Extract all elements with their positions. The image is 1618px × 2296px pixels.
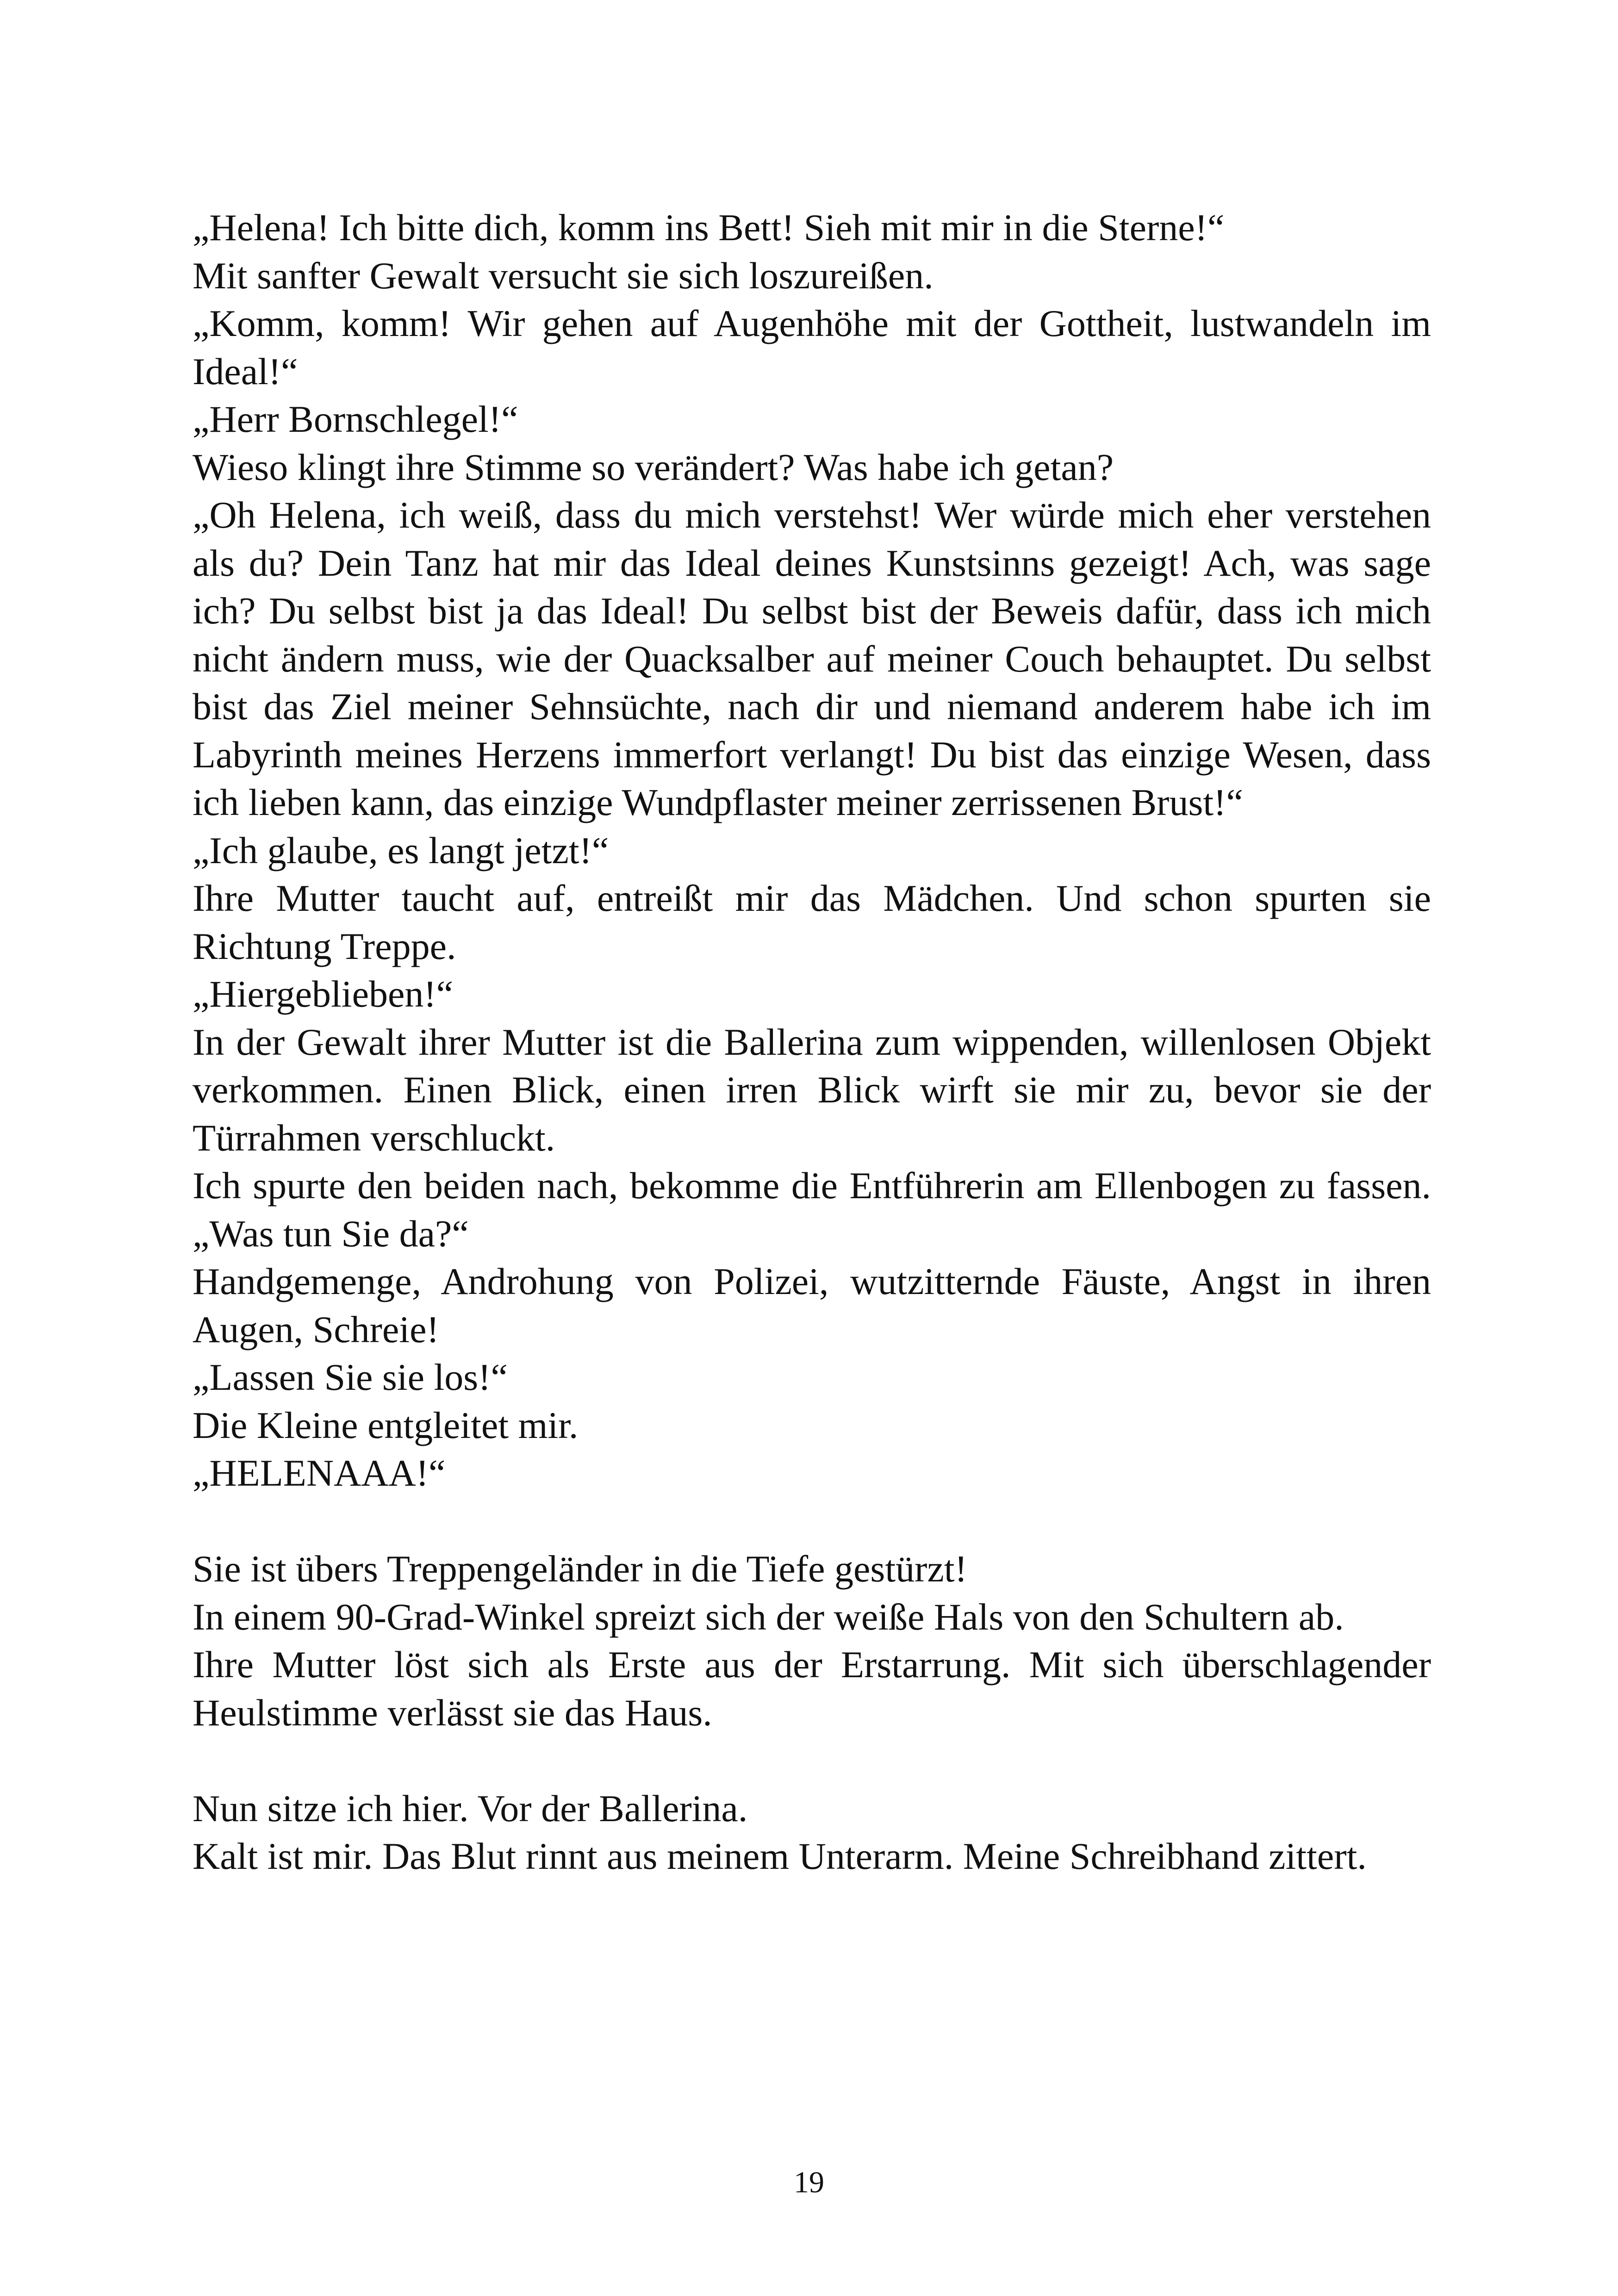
- paragraph: Nun sitze ich hier. Vor der Ballerina.: [193, 1787, 748, 1829]
- paragraph-gap: [193, 1736, 1431, 1785]
- paragraph: In einem 90-Grad-Winkel spreizt sich der weiße Hals von den Schultern ab.: [193, 1595, 1344, 1638]
- paragraph: Wieso klingt ihre Stimme so verändert? Was habe ich getan?: [193, 446, 1114, 488]
- paragraph: Ihre Mutter taucht auf, entreißt mir das Mädchen. Und schon spurten sie Richtung Treppe.: [193, 877, 1431, 967]
- paragraph: Ich spurte den beiden nach, bekomme die Entführerin am Ellenbogen zu fassen. „Was tun Sie da?“: [193, 1164, 1431, 1255]
- paragraph: „Herr Bornschlegel!“: [193, 398, 518, 440]
- body-text: [193, 204, 1431, 1880]
- page-number: 19: [794, 2165, 824, 2199]
- paragraph: Ihre Mutter löst sich als Erste aus der Erstarrung. Mit sich überschlagender Heulstimme verlässt sie das Haus.: [193, 1643, 1431, 1734]
- paragraph: „HELENAAA!“: [193, 1452, 446, 1494]
- paragraph: „Oh Helena, ich weiß, dass du mich verstehst! Wer würde mich eher verstehen als du? Dein Tanz hat mir das Ideal deines Kunstsinns gezeigt! Ach, was sage ich? Du selbst bist ja das Ideal! Du selbst bist der Beweis dafür, dass ich mich nicht ändern muss, wie der Quacksalber auf meiner Couch behauptet. Du selbst bist das Ziel meiner Sehnsüchte, nach dir und niemand anderem habe ich im Labyrinth meines Herzens immerfort verlangt! Du bist das einzige Wesen, dass ich lieben kann, das einzige Wundpflaster meiner zerrissenen Brust!“: [193, 494, 1431, 823]
- paragraph: „Hiergeblieben!“: [193, 973, 454, 1015]
- paragraph: Mit sanfter Gewalt versucht sie sich loszureißen.: [193, 254, 933, 297]
- paragraph: Sie ist übers Treppengeländer in die Tiefe gestürzt!: [193, 1548, 967, 1590]
- paragraph: Die Kleine entgleitet mir.: [193, 1404, 579, 1446]
- paragraph: „Lassen Sie sie los!“: [193, 1356, 508, 1398]
- paragraph: „Helena! Ich bitte dich, komm ins Bett! Sieh mit mir in die Sterne!“: [193, 206, 1225, 249]
- paragraph: „Komm, komm! Wir gehen auf Augenhöhe mit der Gottheit, lustwandeln im Ideal!“: [193, 302, 1431, 392]
- paragraph: Handgemenge, Androhung von Polizei, wutzitternde Fäuste, Angst in ihren Augen, Schreie!: [193, 1260, 1431, 1350]
- paragraph: Kalt ist mir. Das Blut rinnt aus meinem Unterarm. Meine Schreibhand zittert.: [193, 1835, 1367, 1877]
- paragraph-gap: [193, 1497, 1431, 1545]
- paragraph: In der Gewalt ihrer Mutter ist die Ballerina zum wippenden, willenlosen Objekt verkommen. Einen Blick, einen irren Blick wirft sie mir zu, bevor sie der Türrahmen verschluckt.: [193, 1020, 1431, 1159]
- paragraph: „Ich glaube, es langt jetzt!“: [193, 829, 609, 871]
